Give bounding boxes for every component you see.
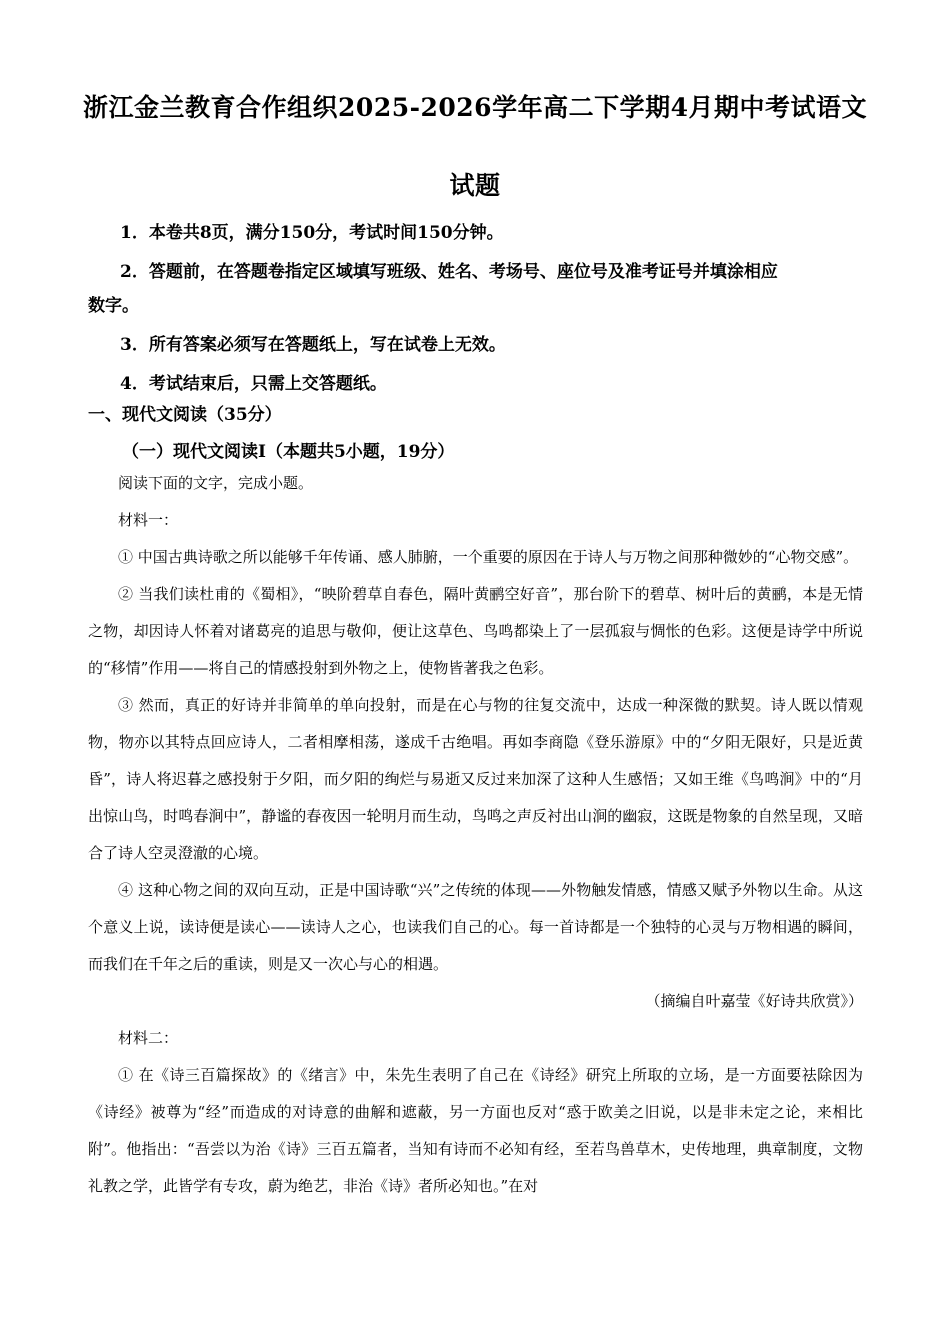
- page-title: 浙江金兰教育合作组织2025-2026学年高二下学期4月期中考试语文: [83, 93, 867, 122]
- paragraph: ① 在《诗三百篇探故》的《绪言》中，朱先生表明了自己在《诗经》研究上所取的立场，是一方面要祛除因为《诗经》被尊为“经”而造成的对诗意的曲解和遮蔽，另一方面也反对“惑于欧美之旧说，以是非未定之论，来相比附”。他指出：“吾尝以为治《诗》三百五篇者，当知有诗而不必知有经，至若鸟兽草木，史传地理，典章制度，文物礼教之学，此皆学有专攻，蔚为绝艺，非治《诗》者所必知也。”在对: [88, 1066, 863, 1195]
- page-title-continued: 试题: [449, 171, 501, 200]
- notice-item: 1．本卷共8页，满分150分，考试时间150分钟。: [120, 223, 504, 243]
- notice-item-continued: 数字。: [88, 296, 139, 316]
- notice-item: 3．所有答案必须写在答题纸上，写在试卷上无效。: [120, 335, 506, 355]
- notice-item: 2．答题前，在答题卷指定区域填写班级、姓名、考场号、座位号及准考证号并填涂相应: [120, 262, 778, 282]
- paragraph: ① 中国古典诗歌之所以能够千年传诵、感人肺腑，一个重要的原因在于诗人与万物之间那种微妙的“心物交感”。: [118, 548, 859, 566]
- material-label: 材料二：: [118, 1029, 179, 1047]
- source-citation: （摘编自叶嘉莹《好诗共欣赏》）: [645, 992, 863, 1010]
- reading-passage: [88, 465, 863, 1205]
- subsection-heading: （一）现代文阅读Ⅰ（本题共5小题，19分）: [122, 442, 455, 462]
- paragraph: ③ 然而，真正的好诗并非简单的单向投射，而是在心与物的往复交流中，达成一种深微的默契。诗人既以情观物，物亦以其特点回应诗人，二者相摩相荡，遂成千古绝唱。再如李商隐《登乐游原》中的“夕阳无限好，只是近黄昏”，诗人将迟暮之感投射于夕阳，而夕阳的绚烂与易逝又反过来加深了这种人生感悟；又如王维《鸟鸣涧》中的“月出惊山鸟，时鸣春涧中”，静谧的春夜因一轮明月而生动，鸟鸣之声反衬出山涧的幽寂，这既是物象的自然呈现，又暗合了诗人空灵澄澈的心境。: [88, 696, 863, 862]
- notice-item: 4．考试结束后，只需上交答题纸。: [120, 374, 387, 394]
- exam-notices: [88, 216, 863, 401]
- section-heading: 一、现代文阅读（35分）: [88, 405, 282, 425]
- paragraph: ④ 这种心物之间的双向互动，正是中国诗歌“兴”之传统的体现——外物触发情感，情感又赋予外物以生命。从这个意义上说，读诗便是读心——读诗人之心，也读我们自己的心。每一首诗都是一个独特的心灵与万物相遇的瞬间，而我们在千年之后的重读，则是又一次心与心的相遇。: [88, 881, 863, 973]
- paragraph: ② 当我们读杜甫的《蜀相》，“映阶碧草自春色，隔叶黄鹂空好音”，那台阶下的碧草、树叶后的黄鹂，本是无情之物，却因诗人怀着对诸葛亮的追思与敬仰，便让这草色、鸟鸣都染上了一层孤寂与惆怅的色彩。这便是诗学中所说的“移情”作用——将自己的情感投射到外物之上，使物皆著我之色彩。: [88, 585, 863, 677]
- instruction-text: 阅读下面的文字，完成小题。: [118, 474, 314, 492]
- material-label: 材料一：: [118, 511, 179, 529]
